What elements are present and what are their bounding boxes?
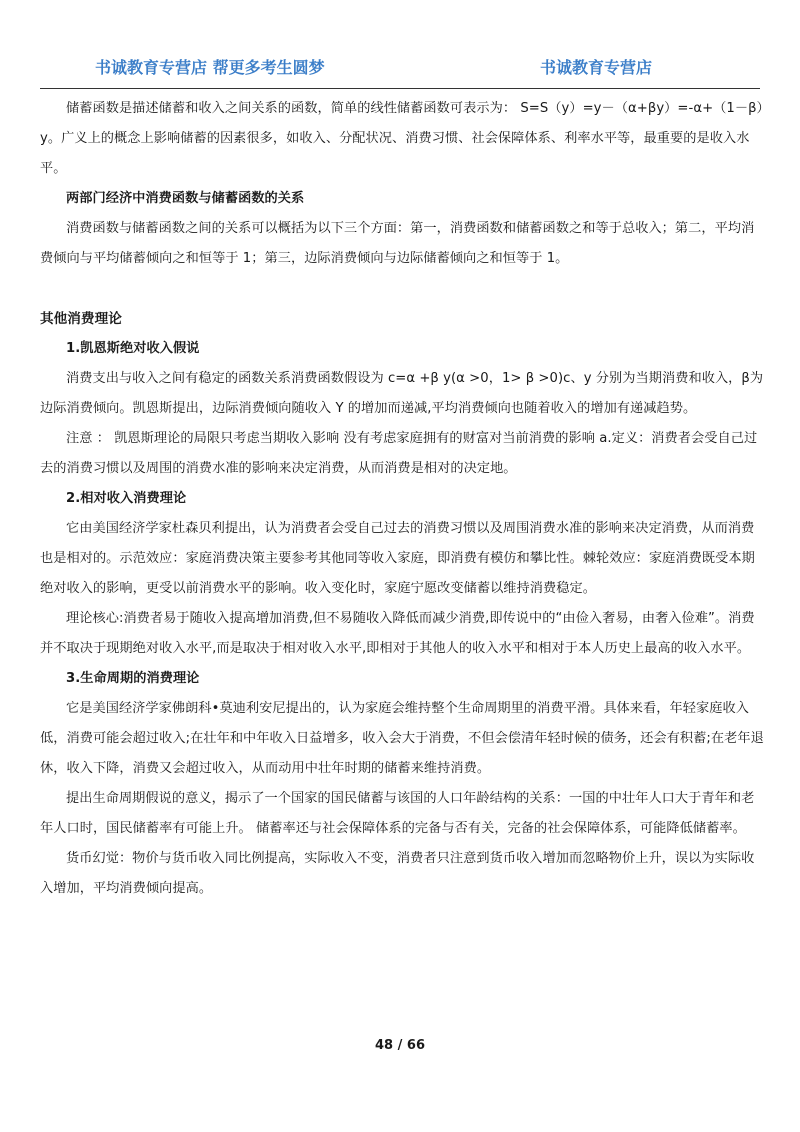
paragraph-money-illusion: 货币幻觉：物价与货币收入同比例提高，实际收入不变，消费者只注意到货币收入增加而忽略物价上升，误以为实际收入增加，平均消费倾向提高。: [40, 851, 755, 896]
paragraph-function-relation: 消费函数与储蓄函数之间的关系可以概括为以下三个方面：第一，消费函数和储蓄函数之和等于总收入；第二，平均消费倾向与平均储蓄倾向之和恒等于 1；第三，边际消费倾向与边际储蓄倾向之和恒等于 1。: [40, 221, 755, 266]
heading-keynes: 1.凯恩斯绝对收入假说: [66, 341, 200, 356]
page-number: [0, 1036, 800, 1056]
paragraph-keynes-note: 注意 ： 凯恩斯理论的局限只考虑当期收入影响 没有考虑家庭拥有的财富对当前消费的影响 a.定义：消费者会受自己过去的消费习惯以及周围的消费水准的影响来决定消费，从而消费是相对的决定地。: [40, 431, 758, 476]
heading-two-sector-relation: 两部门经济中消费函数与储蓄函数的关系: [66, 191, 305, 206]
paragraph-life-cycle: 它是美国经济学家佛朗科•莫迪利安尼提出的，认为家庭会维持整个生命周期里的消费平滑。具体来看，年轻家庭收入低，消费可能会超过收入;在壮年和中年收入日益增多，收入会大于消费，不但会偿清年轻时候的债务，还会有积蓄;在老年退休，收入下降，消费又会超过收入，从而动用中壮年时期的储蓄来维持消费。: [40, 701, 764, 776]
document-body: [40, 94, 764, 904]
header-shop-slogan: 书诚教育专营店 帮更多考生圆梦: [95, 58, 325, 77]
paragraph-keynes: 消费支出与收入之间有稳定的函数关系消费函数假设为 c=α +β y(α >0，1> β >0)c、y 分别为当期消费和收入，β为边际消费倾向。凯恩斯提出，边际消费倾向随收入 Y 的增加而递减,平均消费倾向也随着收入的增加有递减趋势。: [40, 371, 764, 416]
heading-other-theories: 其他消费理论: [40, 311, 122, 327]
page-total: 66: [406, 1038, 425, 1053]
paragraph-relative-income: 它由美国经济学家杜森贝利提出，认为消费者会受自己过去的消费习惯以及周围消费水准的影响来决定消费，从而消费也是相对的。示范效应：家庭消费决策主要参考其他同等收入家庭，即消费有模仿和攀比性。棘轮效应：家庭消费既受本期绝对收入的影响，更受以前消费水平的影响。收入变化时，家庭宁愿改变储蓄以维持消费稳定。: [40, 521, 755, 596]
page-current: 48: [375, 1038, 394, 1053]
paragraph-savings-function: 储蓄函数是描述储蓄和收入之间关系的函数，简单的线性储蓄函数可表示为： S=S（y）=y－（α+βy）=-α+（1－β）y。广义上的概念上影响储蓄的因素很多，如收入、分配状况、消费习惯、社会保障体系、利率水平等，最重要的是收入水平。: [40, 101, 764, 176]
heading-life-cycle: 3.生命周期的消费理论: [66, 671, 200, 686]
spacer: [40, 274, 764, 304]
page-separator: /: [393, 1038, 407, 1053]
page-header: [40, 0, 760, 89]
heading-relative-income: 2.相对收入消费理论: [66, 491, 187, 506]
header-shop-name: 书诚教育专营店: [540, 58, 653, 77]
paragraph-theory-core: 理论核心:消费者易于随收入提高增加消费,但不易随收入降低而减少消费,即传说中的“由俭入奢易，由奢入俭难”。消费并不取决于现期绝对收入水平,而是取决于相对收入水平,即相对于其他人的收入水平和相对于本人历史上最高的收入水平。: [40, 611, 755, 656]
paragraph-life-cycle-meaning: 提出生命周期假说的意义，揭示了一个国家的国民储蓄与该国的人口年龄结构的关系：一国的中壮年人口大于青年和老年人口时，国民储蓄率有可能上升。 储蓄率还与社会保障体系的完备与否有关，完备的社会保障体系，可能降低储蓄率。: [40, 791, 755, 836]
